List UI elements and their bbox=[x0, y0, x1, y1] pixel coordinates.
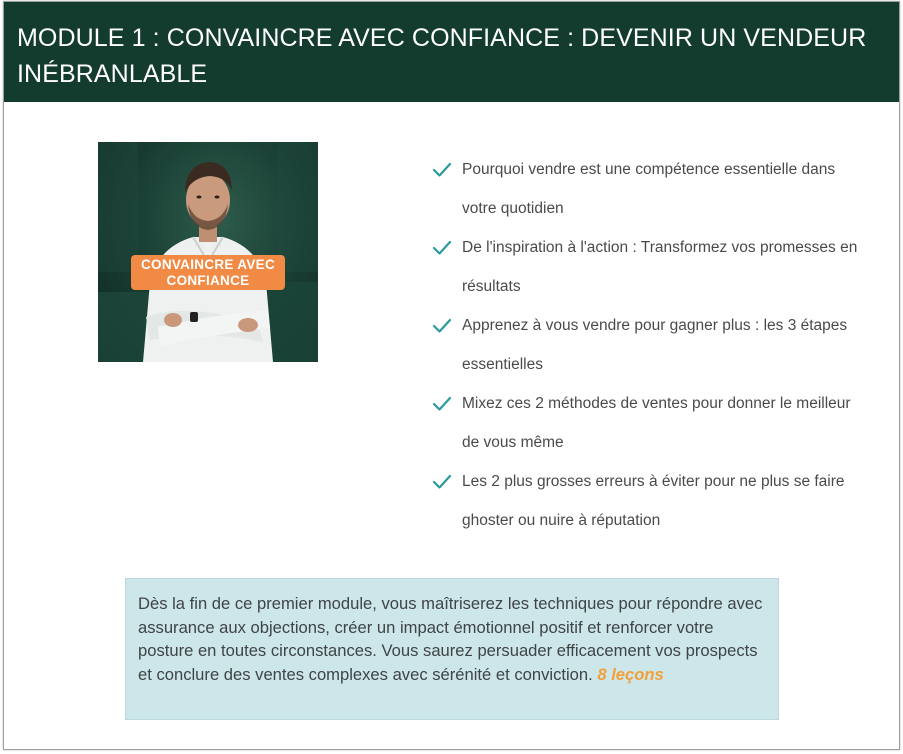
checklist-item-text: Les 2 plus grosses erreurs à éviter pour ne plus se faire ghoster ou nuire à réputation bbox=[462, 473, 845, 529]
cover-badge bbox=[131, 255, 285, 290]
module-header bbox=[4, 2, 899, 102]
checklist-item bbox=[432, 384, 872, 462]
cover-badge-line-1: CONVAINCRE AVEC bbox=[140, 257, 275, 272]
check-icon bbox=[432, 318, 452, 334]
module-cover-image bbox=[98, 142, 318, 362]
checklist-item bbox=[432, 150, 872, 228]
salesman-portrait-image bbox=[98, 142, 318, 362]
checklist-item-text: Mixez ces 2 méthodes de ventes pour donner le meilleur de vous même bbox=[462, 395, 851, 451]
check-icon bbox=[432, 474, 452, 490]
cover-badge-line-2: CONFIANCE bbox=[166, 273, 250, 288]
lesson-checklist bbox=[432, 150, 872, 540]
check-icon bbox=[432, 162, 452, 178]
checklist-item-text: Pourquoi vendre est une compétence essentielle dans votre quotidien bbox=[462, 161, 836, 217]
module-title: MODULE 1 : CONVAINCRE AVEC CONFIANCE : DEVENIR UN VENDEUR INÉBRANLABLE bbox=[17, 24, 867, 88]
checklist-item bbox=[432, 228, 872, 306]
module-card bbox=[3, 1, 900, 750]
check-icon bbox=[432, 240, 452, 256]
lesson-count: 8 leçons bbox=[597, 664, 664, 684]
checklist-item-text: De l'inspiration à l'action : Transformez vos promesses en résultats bbox=[462, 239, 858, 295]
checklist-item bbox=[432, 462, 872, 540]
module-summary-box bbox=[125, 578, 779, 720]
module-summary-text: Dès la fin de ce premier module, vous maîtriserez les techniques pour répondre avec assurance aux objections, créer un impact émotionnel positif et renforcer votre posture en toutes circonstances. Vous saurez persuader efficacement vos prospects et conclure des ventes complexes avec sérénité et conviction. bbox=[138, 594, 763, 684]
checklist-item bbox=[432, 306, 872, 384]
check-icon bbox=[432, 396, 452, 412]
checklist-item-text: Apprenez à vous vendre pour gagner plus : les 3 étapes essentielles bbox=[462, 317, 848, 373]
